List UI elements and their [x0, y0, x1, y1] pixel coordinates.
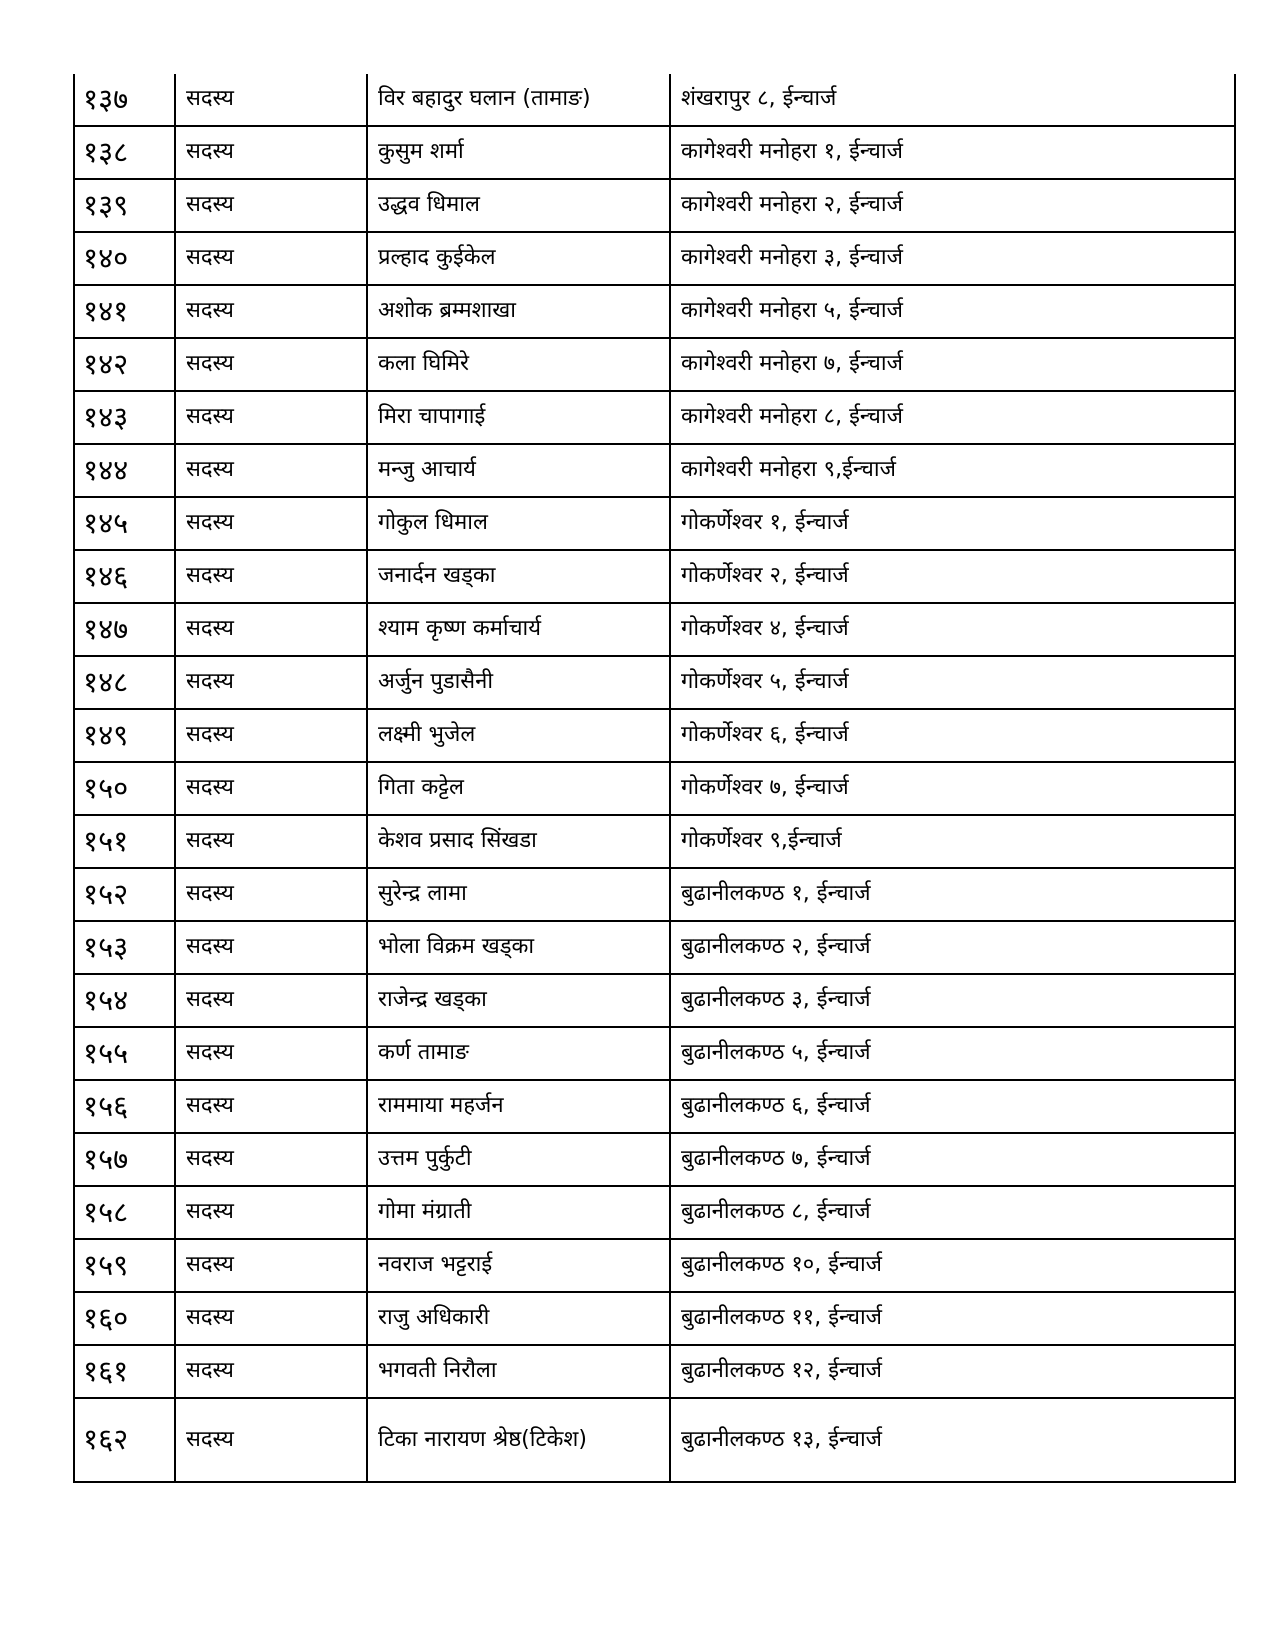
table-row [74, 1345, 1235, 1398]
role-cell: सदस्य [175, 815, 367, 868]
table-row [74, 921, 1235, 974]
serial-number-cell: १३९ [74, 179, 175, 232]
ward-assignment-cell: बुढानीलकण्ठ ८, ईन्चार्ज [670, 1186, 1235, 1239]
table-row [74, 179, 1235, 232]
ward-assignment-cell: बुढानीलकण्ठ १, ईन्चार्ज [670, 868, 1235, 921]
member-name-cell: भगवती निरौला [367, 1345, 670, 1398]
table-row [74, 1080, 1235, 1133]
member-name-cell: लक्ष्मी भुजेल [367, 709, 670, 762]
role-cell: सदस्य [175, 1186, 367, 1239]
role-cell: सदस्य [175, 179, 367, 232]
member-name-cell: गिता कट्टेल [367, 762, 670, 815]
serial-number-cell: १५४ [74, 974, 175, 1027]
ward-assignment-cell: कागेश्वरी मनोहरा ३, ईन्चार्ज [670, 232, 1235, 285]
ward-assignment-cell: गोकर्णेश्वर ७, ईन्चार्ज [670, 762, 1235, 815]
serial-number-cell: १४६ [74, 550, 175, 603]
table-row [74, 550, 1235, 603]
member-name-cell: केशव प्रसाद सिंखडा [367, 815, 670, 868]
table-row [74, 1186, 1235, 1239]
member-name-cell: सुरेन्द्र लामा [367, 868, 670, 921]
role-cell: सदस्य [175, 126, 367, 179]
ward-assignment-cell: गोकर्णेश्वर २, ईन्चार्ज [670, 550, 1235, 603]
table-row [74, 1292, 1235, 1345]
role-cell: सदस्य [175, 444, 367, 497]
ward-assignment-cell: शंखरापुर ८, ईन्चार्ज [670, 74, 1235, 126]
ward-assignment-cell: गोकर्णेश्वर १, ईन्चार्ज [670, 497, 1235, 550]
member-name-cell: कर्ण तामाङ [367, 1027, 670, 1080]
table-row [74, 338, 1235, 391]
role-cell: सदस्य [175, 1027, 367, 1080]
role-cell: सदस्य [175, 497, 367, 550]
role-cell: सदस्य [175, 1133, 367, 1186]
table-row [74, 974, 1235, 1027]
ward-assignment-cell: कागेश्वरी मनोहरा २, ईन्चार्ज [670, 179, 1235, 232]
serial-number-cell: १३७ [74, 74, 175, 126]
serial-number-cell: १३८ [74, 126, 175, 179]
serial-number-cell: १५७ [74, 1133, 175, 1186]
table-row [74, 1133, 1235, 1186]
table-row [74, 391, 1235, 444]
table-row [74, 74, 1235, 126]
member-name-cell: मिरा चापागाई [367, 391, 670, 444]
serial-number-cell: १५५ [74, 1027, 175, 1080]
table-row [74, 126, 1235, 179]
role-cell: सदस्य [175, 1239, 367, 1292]
role-cell: सदस्य [175, 391, 367, 444]
table-row [74, 868, 1235, 921]
member-name-cell: उद्धव धिमाल [367, 179, 670, 232]
ward-assignment-cell: गोकर्णेश्वर ६, ईन्चार्ज [670, 709, 1235, 762]
role-cell: सदस्य [175, 974, 367, 1027]
ward-assignment-cell: कागेश्वरी मनोहरा ९,ईन्चार्ज [670, 444, 1235, 497]
serial-number-cell: १४२ [74, 338, 175, 391]
serial-number-cell: १६२ [74, 1398, 175, 1482]
member-name-cell: श्याम कृष्ण कर्माचार्य [367, 603, 670, 656]
serial-number-cell: १४० [74, 232, 175, 285]
role-cell: सदस्य [175, 338, 367, 391]
serial-number-cell: १६१ [74, 1345, 175, 1398]
member-name-cell: मन्जु आचार्य [367, 444, 670, 497]
role-cell: सदस्य [175, 232, 367, 285]
serial-number-cell: १५८ [74, 1186, 175, 1239]
member-name-cell: कुसुम शर्मा [367, 126, 670, 179]
ward-assignment-cell: कागेश्वरी मनोहरा ७, ईन्चार्ज [670, 338, 1235, 391]
serial-number-cell: १४१ [74, 285, 175, 338]
ward-assignment-cell: बुढानीलकण्ठ २, ईन्चार्ज [670, 921, 1235, 974]
role-cell: सदस्य [175, 762, 367, 815]
members-table [73, 74, 1236, 1483]
member-name-cell: विर बहादुर घलान (तामाङ) [367, 74, 670, 126]
table-row [74, 762, 1235, 815]
member-name-cell: टिका नारायण श्रेष्ठ(टिकेश) [367, 1398, 670, 1482]
table-row [74, 815, 1235, 868]
ward-assignment-cell: गोकर्णेश्वर ९,ईन्चार्ज [670, 815, 1235, 868]
ward-assignment-cell: बुढानीलकण्ठ ३, ईन्चार्ज [670, 974, 1235, 1027]
table-row [74, 1027, 1235, 1080]
members-table-body [74, 74, 1235, 1482]
role-cell: सदस्य [175, 921, 367, 974]
ward-assignment-cell: बुढानीलकण्ठ ७, ईन्चार्ज [670, 1133, 1235, 1186]
role-cell: सदस्य [175, 550, 367, 603]
table-row [74, 1398, 1235, 1482]
ward-assignment-cell: कागेश्वरी मनोहरा १, ईन्चार्ज [670, 126, 1235, 179]
member-name-cell: गोकुल धिमाल [367, 497, 670, 550]
ward-assignment-cell: कागेश्वरी मनोहरा ८, ईन्चार्ज [670, 391, 1235, 444]
ward-assignment-cell: बुढानीलकण्ठ ११, ईन्चार्ज [670, 1292, 1235, 1345]
member-name-cell: गोमा मंग्राती [367, 1186, 670, 1239]
table-row [74, 603, 1235, 656]
member-name-cell: जनार्दन खड्का [367, 550, 670, 603]
ward-assignment-cell: बुढानीलकण्ठ ५, ईन्चार्ज [670, 1027, 1235, 1080]
serial-number-cell: १५३ [74, 921, 175, 974]
role-cell: सदस्य [175, 1345, 367, 1398]
serial-number-cell: १४९ [74, 709, 175, 762]
ward-assignment-cell: बुढानीलकण्ठ ६, ईन्चार्ज [670, 1080, 1235, 1133]
serial-number-cell: १६० [74, 1292, 175, 1345]
serial-number-cell: १४५ [74, 497, 175, 550]
role-cell: सदस्य [175, 74, 367, 126]
serial-number-cell: १४३ [74, 391, 175, 444]
ward-assignment-cell: गोकर्णेश्वर ५, ईन्चार्ज [670, 656, 1235, 709]
serial-number-cell: १५६ [74, 1080, 175, 1133]
member-name-cell: राजु अधिकारी [367, 1292, 670, 1345]
member-name-cell: राममाया महर्जन [367, 1080, 670, 1133]
serial-number-cell: १५९ [74, 1239, 175, 1292]
serial-number-cell: १५१ [74, 815, 175, 868]
serial-number-cell: १४७ [74, 603, 175, 656]
serial-number-cell: १४८ [74, 656, 175, 709]
role-cell: सदस्य [175, 1292, 367, 1345]
table-row [74, 232, 1235, 285]
serial-number-cell: १५० [74, 762, 175, 815]
role-cell: सदस्य [175, 656, 367, 709]
role-cell: सदस्य [175, 285, 367, 338]
ward-assignment-cell: बुढानीलकण्ठ १०, ईन्चार्ज [670, 1239, 1235, 1292]
member-name-cell: प्रल्हाद कुईकेल [367, 232, 670, 285]
serial-number-cell: १५२ [74, 868, 175, 921]
role-cell: सदस्य [175, 1080, 367, 1133]
table-row [74, 444, 1235, 497]
role-cell: सदस्य [175, 603, 367, 656]
member-name-cell: भोला विक्रम खड्का [367, 921, 670, 974]
table-row [74, 656, 1235, 709]
member-name-cell: राजेन्द्र खड्का [367, 974, 670, 1027]
role-cell: सदस्य [175, 868, 367, 921]
ward-assignment-cell: कागेश्वरी मनोहरा ५, ईन्चार्ज [670, 285, 1235, 338]
ward-assignment-cell: गोकर्णेश्वर ४, ईन्चार्ज [670, 603, 1235, 656]
member-name-cell: नवराज भट्टराई [367, 1239, 670, 1292]
table-row [74, 497, 1235, 550]
member-name-cell: कला घिमिरे [367, 338, 670, 391]
serial-number-cell: १४४ [74, 444, 175, 497]
table-row [74, 285, 1235, 338]
ward-assignment-cell: बुढानीलकण्ठ १२, ईन्चार्ज [670, 1345, 1235, 1398]
member-name-cell: अशोक ब्रम्मशाखा [367, 285, 670, 338]
ward-assignment-cell: बुढानीलकण्ठ १३, ईन्चार्ज [670, 1398, 1235, 1482]
role-cell: सदस्य [175, 1398, 367, 1482]
member-name-cell: अर्जुन पुडासैनी [367, 656, 670, 709]
role-cell: सदस्य [175, 709, 367, 762]
table-row [74, 1239, 1235, 1292]
table-row [74, 709, 1235, 762]
member-name-cell: उत्तम पुर्कुटी [367, 1133, 670, 1186]
